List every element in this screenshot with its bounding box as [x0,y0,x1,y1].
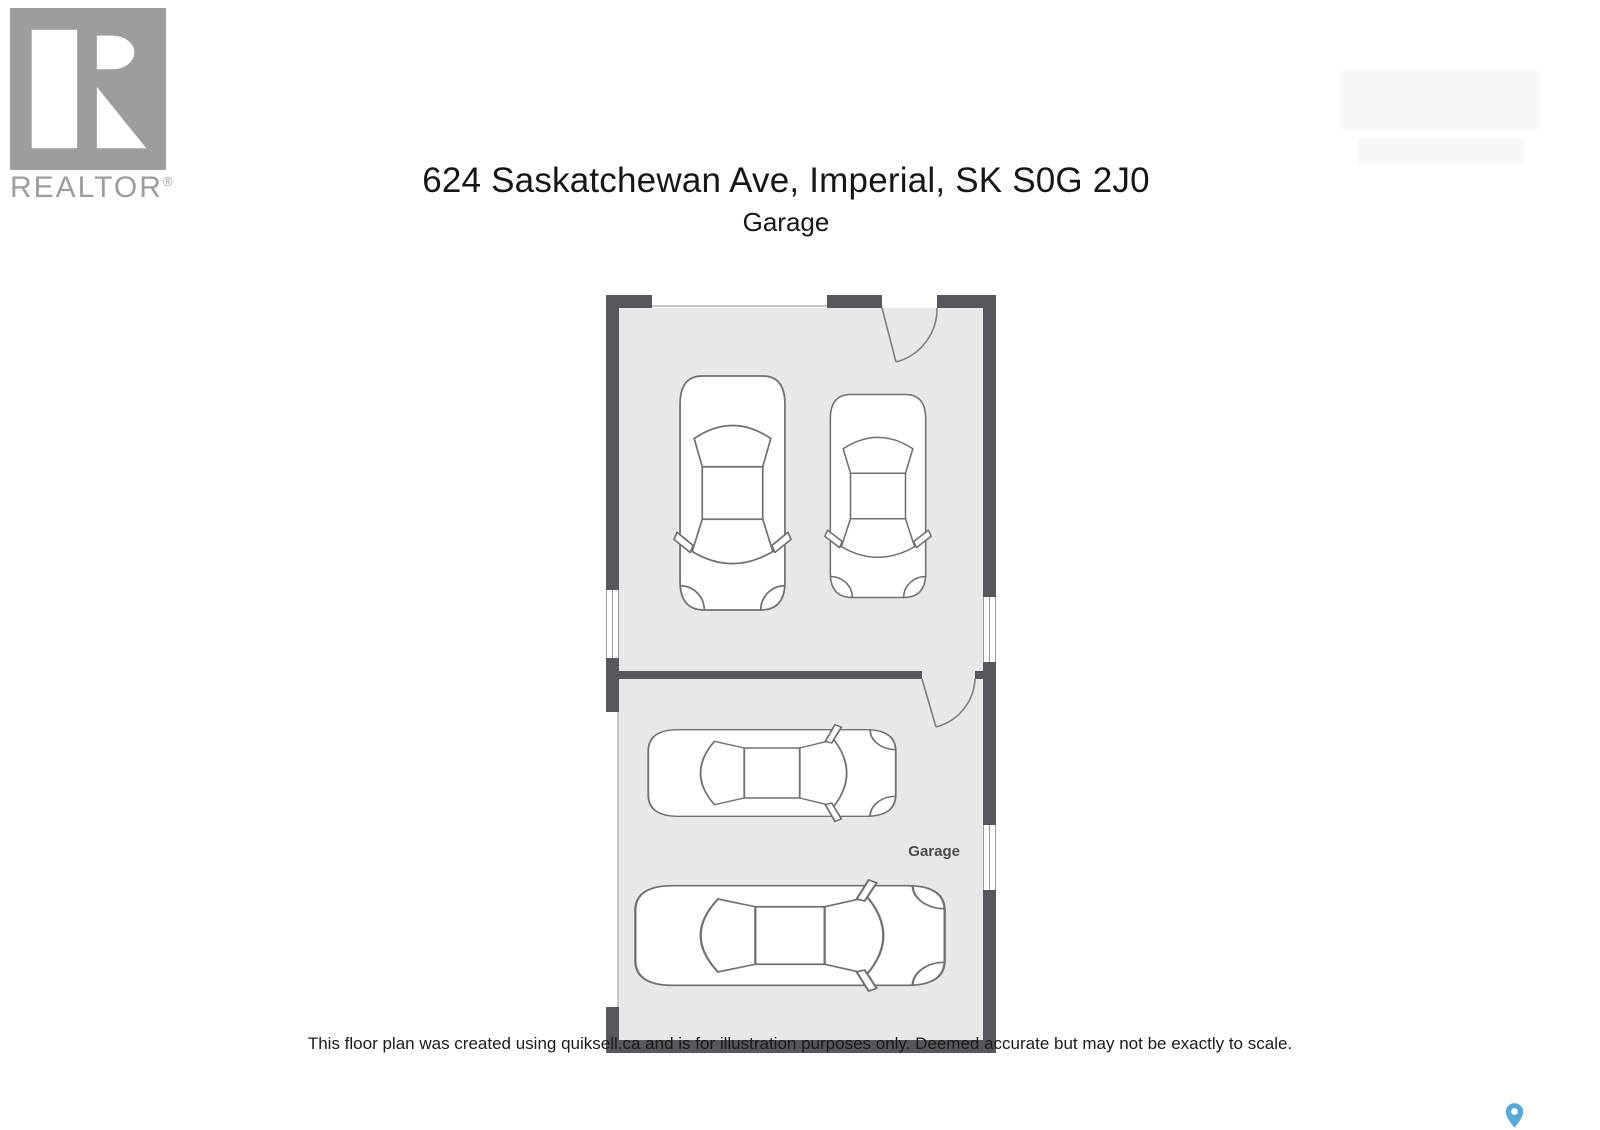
wall-right-lower [983,890,996,1040]
car-1-top-view [672,372,793,614]
window-left [606,590,619,658]
realtor-wordmark: REALTOR [10,171,163,204]
wall-top-mid [827,295,882,308]
wall-left-upper [606,308,619,590]
room-label-garage: Garage [908,843,960,860]
disclaimer-text: This floor plan was created using quiksell.ca and is for illustration purposes only. Deemed accurate but may not be exactly to scale. [307,1034,1293,1053]
floor-plan-drawing [606,295,996,1053]
wall-right-mid [983,662,996,825]
wall-top-left [606,295,652,308]
watermark [1340,70,1540,130]
wall-divider [619,671,922,679]
door-interior [922,679,975,727]
door-top-entry [882,308,937,362]
page-title: 624 Saskatchewan Ave, Imperial, SK S0G 2J0 [422,161,1150,200]
car-3-top-view [644,723,900,823]
plan-title: Garage [742,207,830,237]
window-right-lower [983,825,996,890]
wall-right-upper [983,308,996,597]
map-pin-icon [1505,1102,1524,1129]
car-2-top-view [823,391,933,601]
realtor-logo-icon [10,8,166,170]
registered-trademark-symbol: ® [162,174,173,189]
wall-left-mid [606,658,619,712]
wall-divider-stub [975,671,983,679]
wall-top-right [937,295,996,308]
car-4-top-view [630,878,950,993]
window-right-upper [983,597,996,662]
